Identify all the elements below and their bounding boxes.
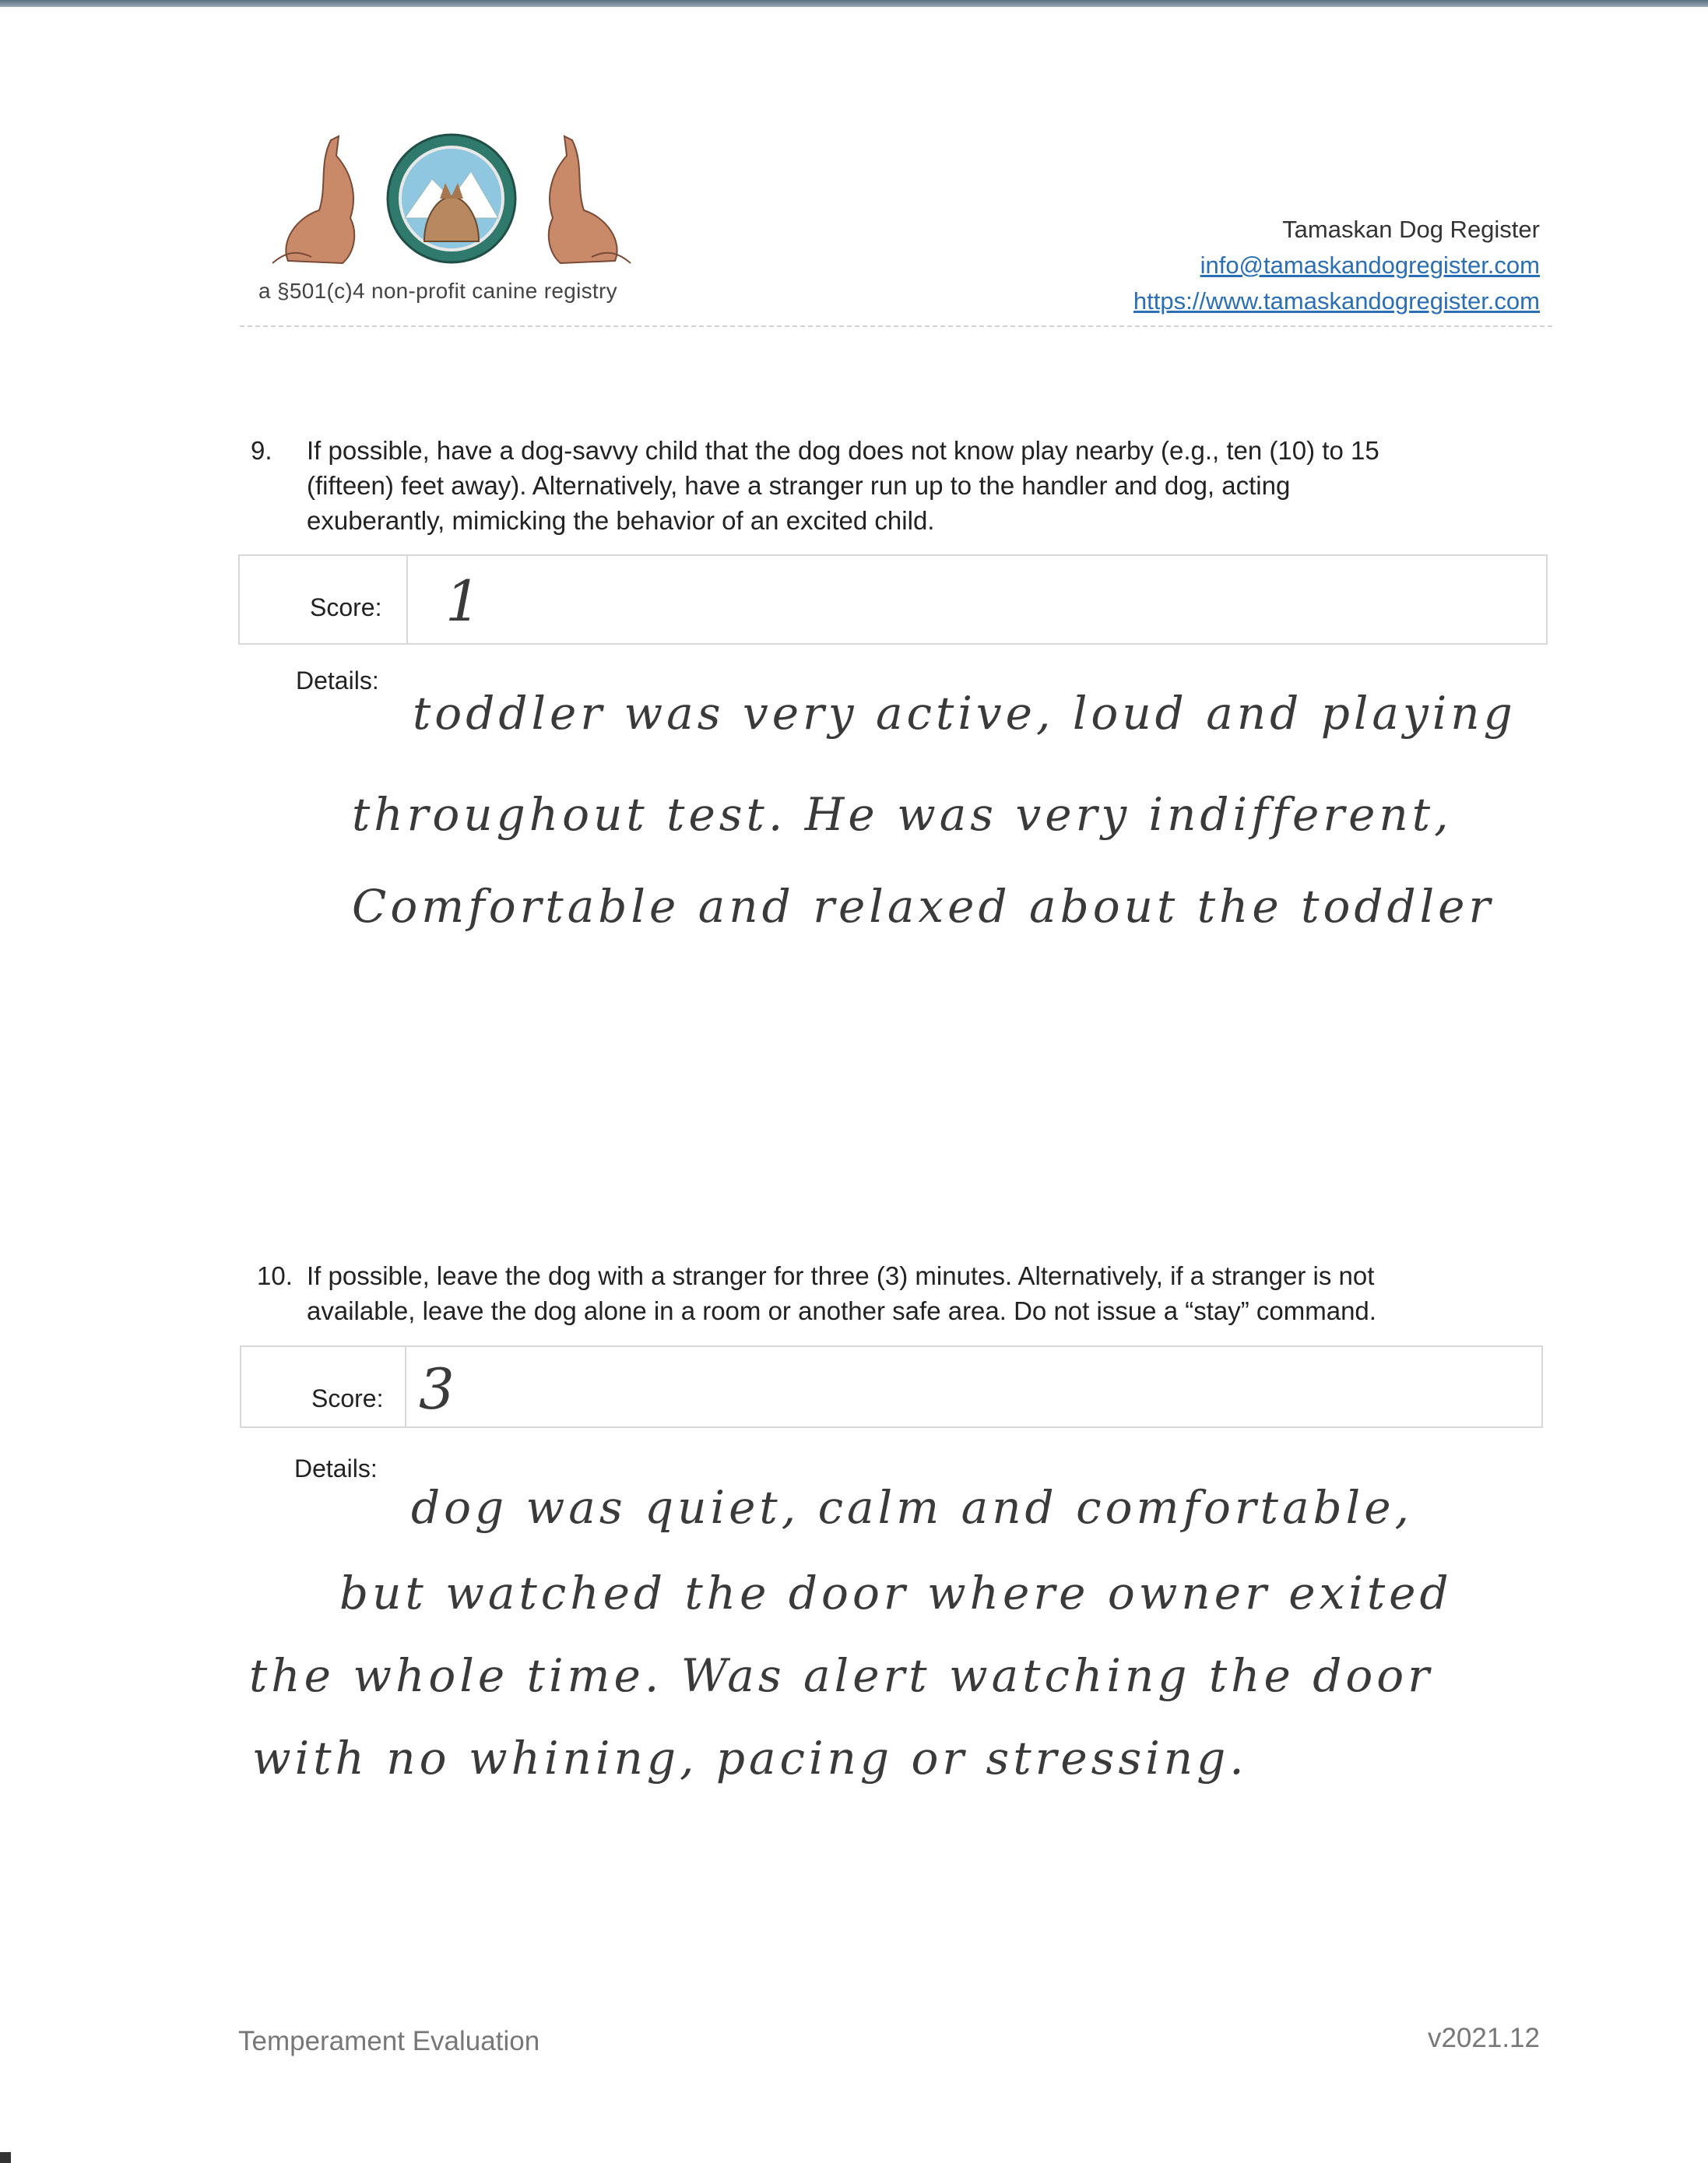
handwritten-details-line: Comfortable and relaxed about the toddler (352, 880, 1495, 933)
organization-name: Tamaskan Dog Register (1282, 216, 1540, 243)
website-link[interactable]: https://www.tamaskandogregister.com (1133, 287, 1540, 315)
handwritten-score: 3 (419, 1356, 455, 1422)
wolf-howling-registry-logo (265, 125, 638, 273)
organization-contact-block (1133, 212, 1540, 319)
score-divider (405, 1347, 406, 1426)
score-label: Score: (310, 593, 382, 621)
question-9 (251, 433, 1559, 550)
handwritten-details-line: dog was quiet, calm and comfortable, (411, 1481, 1413, 1534)
score-box[interactable] (238, 554, 1548, 645)
details-label: Details: (294, 1454, 378, 1482)
question-line: (fifteen) feet away). Alternatively, have a stranger run up to the handler and dog, acting (307, 471, 1291, 500)
email-link[interactable]: info@tamaskandogregister.com (1200, 251, 1540, 279)
question-10 (257, 1258, 1565, 1336)
details-label: Details: (296, 666, 379, 695)
scan-corner-mark (0, 2152, 11, 2163)
handwritten-score: 1 (445, 568, 481, 634)
handwritten-details-line: with no whining, pacing or stressing. (252, 1732, 1248, 1785)
handwritten-details-line: toddler was very active, loud and playing (413, 687, 1516, 740)
question-number: 9. (251, 436, 272, 465)
question-line: available, leave the dog alone in a room or another safe area. Do not issue a “stay” command. (307, 1296, 1376, 1325)
score-label: Score: (311, 1384, 384, 1412)
question-text (307, 1258, 1376, 1328)
question-line: If possible, leave the dog with a stranger for three (3) minutes. Alternatively, if a stranger is not (307, 1261, 1375, 1290)
handwritten-details-line: but watched the door where owner exited (339, 1567, 1453, 1620)
footer-version: v2021.12 (1427, 2023, 1540, 2053)
handwritten-details-line: the whole time. Was alert watching the door (249, 1649, 1433, 1702)
question-line: If possible, have a dog-savvy child that the dog does not know play nearby (e.g., ten (10) to 15 (307, 436, 1379, 465)
question-line: exuberantly, mimicking the behavior of an excited child. (307, 506, 935, 535)
score-divider (406, 556, 408, 643)
top-scan-border (0, 0, 1708, 7)
header-divider (240, 325, 1552, 327)
question-number: 10. (257, 1261, 293, 1290)
registry-tagline: a §501(c)4 non-profit canine registry (258, 279, 617, 303)
question-text (307, 433, 1379, 538)
footer-title: Temperament Evaluation (238, 2026, 540, 2056)
handwritten-details-line: throughout test. He was very indifferent, (352, 788, 1453, 841)
